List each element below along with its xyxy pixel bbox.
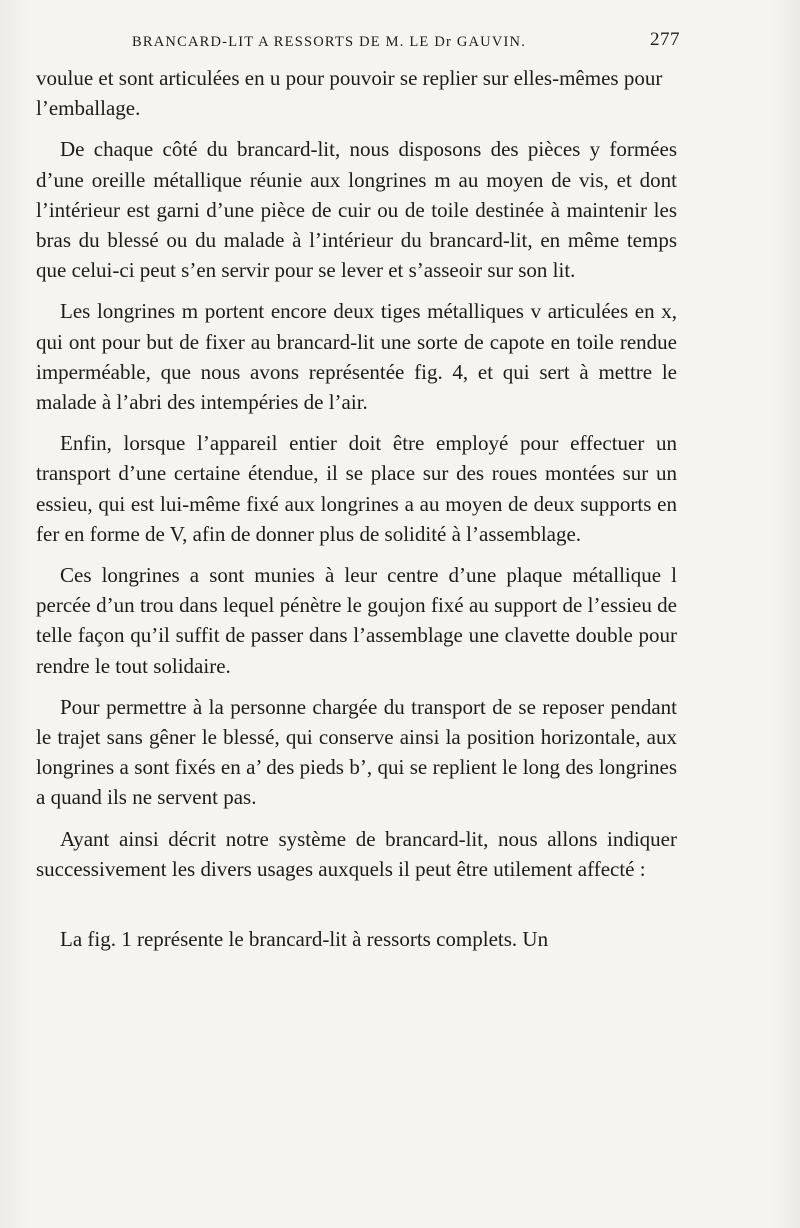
paragraph-1: voulue et sont articulées en u pour pouvoir se replier sur elles-mêmes pour l’emballage. xyxy=(36,66,663,121)
body-text xyxy=(36,63,677,954)
paragraph-2: De chaque côté du brancard-lit, nous disposons des pièces y formées d’une oreille métallique réunie aux longrines m au moyen de vis, et dont l’intérieur est garni d’une pièce de cuir ou de toile destinée à maintenir les bras du blessé ou du malade à l’intérieur du brancard-lit, en même temps que celui-ci peut s’en servir pour se lever et s’asseoir sur son lit. xyxy=(36,137,677,283)
paragraph-8: La fig. 1 représente le brancard-lit à ressorts complets. Un xyxy=(60,927,549,952)
paragraph-5: Ces longrines a sont munies à leur centre d’une plaque métallique l percée d’un trou dans lequel pénètre le goujon fixé au support de l’essieu de telle façon qu’il suffit de passer dans l’assemblage une clavette double pour rendre le tout solidaire. xyxy=(36,563,677,678)
running-header xyxy=(132,29,680,56)
paragraph-4: Enfin, lorsque l’appareil entier doit être employé pour effectuer un transport d’une certaine étendue, il se place sur des roues montées sur un essieu, qui est lui-même fixé aux longrines a au moyen de deux supports en fer en forme de V, afin de donner plus de solidité à l’assemblage. xyxy=(36,431,677,546)
paragraph-3: Les longrines m portent encore deux tiges métalliques v articulées en x, qui ont pour but de fixer au brancard-lit une sorte de capote en toile rendue imperméable, que nous avons représentée fig. 4, et qui sert à mettre le malade à l’abri des intempéries de l’air. xyxy=(36,299,677,415)
page-number: 277 xyxy=(650,29,680,50)
paragraph-6: Pour permettre à la personne chargée du transport de se reposer pendant le trajet sans gêner le blessé, qui conserve ainsi la position horizontale, aux longrines a sont fixés en a’ des pieds b’, qui se replient le long des longrines a quand ils ne servent pas. xyxy=(36,694,677,810)
paragraph-7: Ayant ainsi décrit notre système de brancard-lit, nous allons indiquer successivement les divers usages auxquels il peut être utilement affecté : xyxy=(36,826,677,881)
running-title: BRANCARD-LIT A RESSORTS DE M. LE Dr GAUVIN. xyxy=(132,34,527,50)
